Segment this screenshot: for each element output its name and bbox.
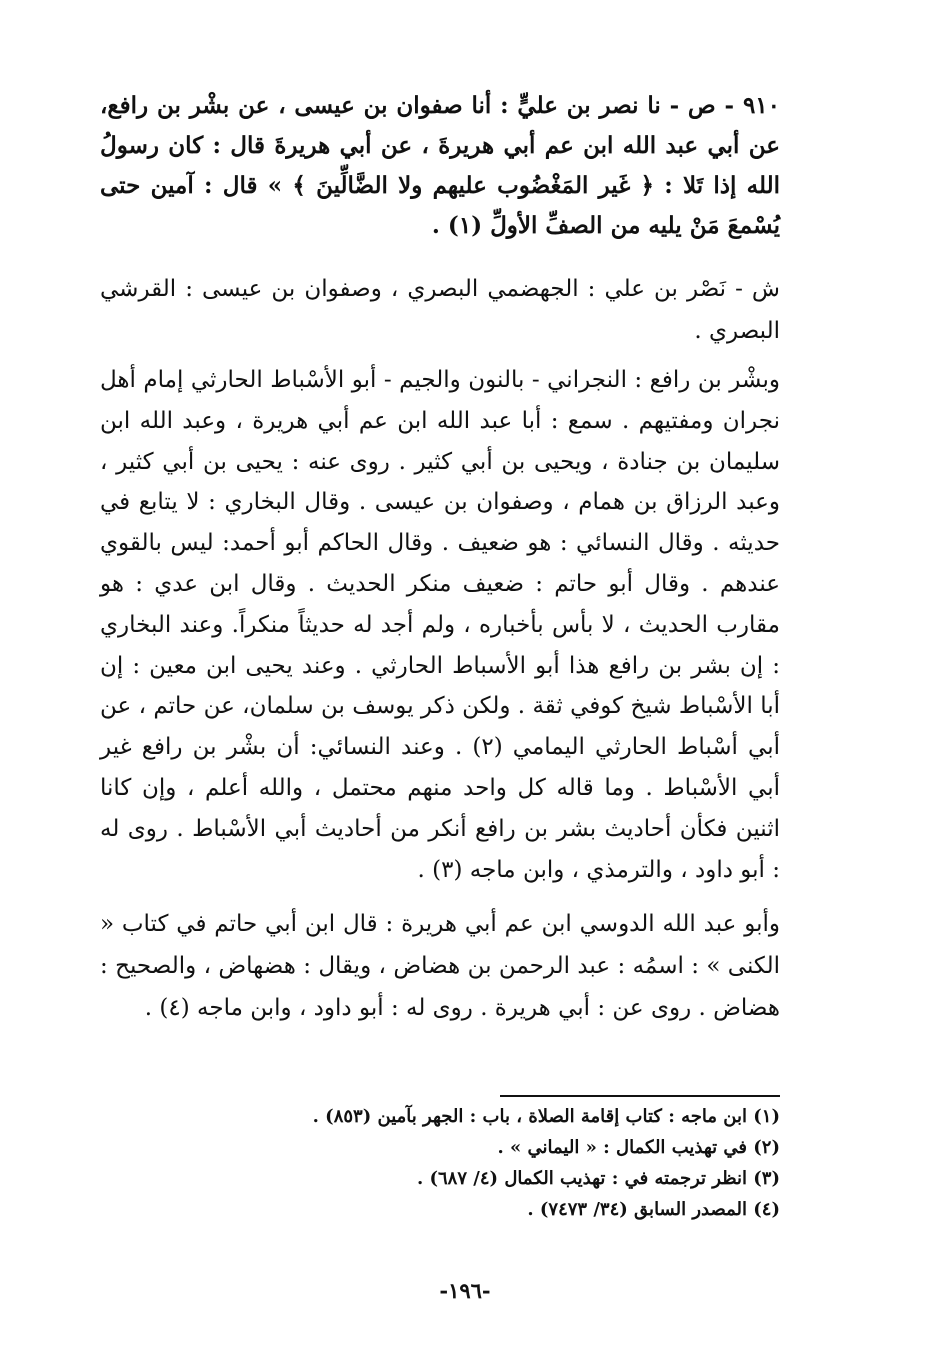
footnote-separator <box>500 1095 780 1097</box>
hadith-paragraph: ٩١٠ - ص - نا نصر بن عليٍّ : أنا صفوان بن عيسى ، عن بشْر بن رافع، عن أبي عبد الله ابن عم أبي هريرةَ ، عن أبي هريرةَ قال : كان رسولُ الله إذا تَلا : ﴿ غَير المَغْضُوب عليهم ولا الضَّالِّينَ ﴾ » قال : آمين حتى يُسْمعَ مَنْ يليه من الصفِّ الأولِّ (١) . <box>100 92 780 239</box>
footnote-item: (٢) في تهذيب الكمال : « اليماني » . <box>497 1137 780 1158</box>
commentary-paragraph-abu-abdullah: وأبو عبد الله الدوسي ابن عم أبي هريرة : قال ابن أبي حاتم في كتاب « الكنى » : اسمُه : عبد الرحمن بن هضاض ، ويقال : هضهاض ، والصحيح : هضاض . روى عن : أبي هريرة . روى له : أبو داود ، وابن ماجه (٤) . <box>100 911 780 1021</box>
commentary-paragraph-narrators: ش - نَصْر بن علي : الجهضمي البصري ، وصفوان بن عيسى : القرشي البصري . <box>100 276 780 344</box>
commentary-paragraph-bishr-bin-rafi: وبشْر بن رافع : النجراني - بالنون والجيم - أبو الأسْباط الحارثي إمام أهل نجران ومفتيهم . سمع : أبا عبد الله ابن عم أبي هريرة ، وعبد الله ابن سليمان بن جنادة ، ويحيى بن أبي كثير . روى عنه : يحيى بن أبي كثير ، وعبد الرزاق بن همام ، وصفوان بن عيسى . وقال البخاري : لا يتابع في حديثه . وقال النسائي : هو ضعيف . وقال الحاكم أبو أحمد: ليس بالقوي عندهم . وقال أبو حاتم : ضعيف منكر الحديث . وقال ابن عدي : هو مقارب الحديث ، لا بأس بأخباره ، ولم أجد له حديثاً منكراً. وعند البخاري : إن بشر بن رافع هذا أبو الأسباط الحارثي . وعند يحيى ابن معين : إن أبا الأسْباط شيخ كوفي ثقة . ولكن ذكر يوسف بن سلمان، عن حاتم ، عن أبي أسْباط الحارثي اليمامي (٢) . وعند النسائي: أن بشْر بن رافع غير أبي الأسْباط . وما قاله كل واحد منهم محتمل ، والله أعلم ، وإن كانا اثنين فكأن أحاديث بشر بن رافع أنكر من أحاديث أبي الأسْباط . روى له : أبو داود ، والترمذي ، وابن ماجه (٣) . <box>100 367 780 883</box>
page-number: -١٩٦- <box>439 1278 491 1303</box>
footnote-item: (٣) انظر ترجمته في : تهذيب الكمال (٤/ ٦٨٧) . <box>416 1168 780 1189</box>
footnotes-list <box>100 1101 780 1225</box>
footnote-item: (٤) المصدر السابق (٣٤/ ٧٤٧٣) . <box>527 1199 780 1220</box>
footnote-item: (١) ابن ماجه : كتاب إقامة الصلاة ، باب : الجهر بآمين (٨٥٣) . <box>312 1106 780 1127</box>
